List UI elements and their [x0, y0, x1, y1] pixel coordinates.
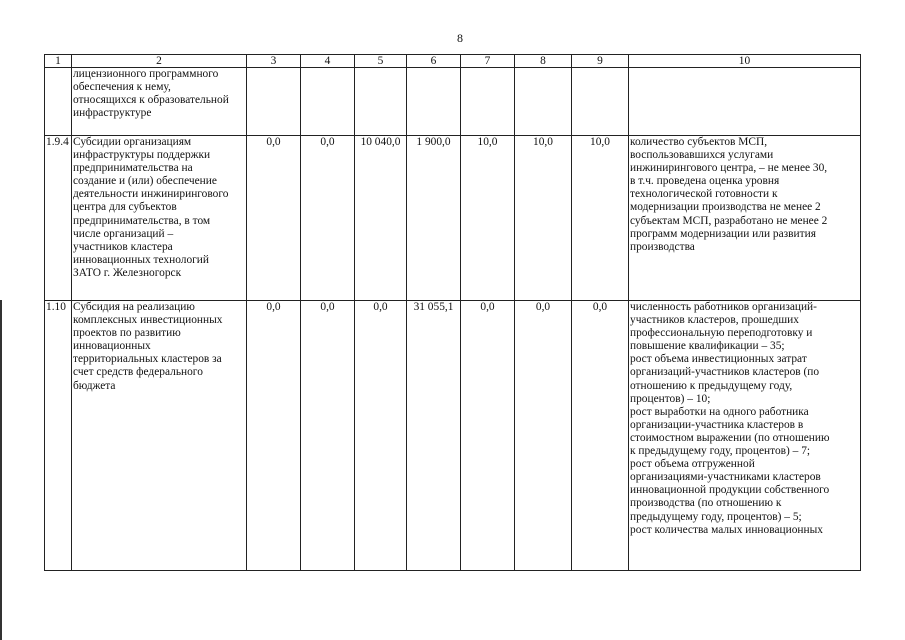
row-value-7: 10,0 [461, 136, 515, 301]
row-value-7 [461, 68, 515, 136]
row-value-3: 0,0 [247, 301, 301, 571]
row-result [629, 68, 861, 136]
row-code [45, 68, 72, 136]
row-value-6: 1 900,0 [407, 136, 461, 301]
column-header-10: 10 [629, 55, 861, 68]
row-value-3: 0,0 [247, 136, 301, 301]
row-name: Субсидии организациям инфраструктуры поддержки предпринимательства на создание и (или) обеспечение деятельности инжинирингового центра для субъектов предпринимательства, в том числе организаций – участников кластера инновационных технологий ЗАТО г. Железногорск [72, 136, 247, 301]
row-value-7: 0,0 [461, 301, 515, 571]
column-header-9: 9 [572, 55, 629, 68]
row-value-8 [515, 68, 572, 136]
row-value-8: 10,0 [515, 136, 572, 301]
row-value-9 [572, 68, 629, 136]
program-table [44, 54, 861, 571]
column-header-8: 8 [515, 55, 572, 68]
table-row [45, 68, 861, 136]
column-header-1: 1 [45, 55, 72, 68]
column-header-2: 2 [72, 55, 247, 68]
row-value-5: 10 040,0 [355, 136, 407, 301]
column-header-7: 7 [461, 55, 515, 68]
row-value-8: 0,0 [515, 301, 572, 571]
scan-edge-line [0, 300, 2, 640]
row-value-5: 0,0 [355, 301, 407, 571]
row-result: численность работников организаций- участников кластеров, прошедших профессиональную переподготовку и повышение квалификации – 35; рост объема инвестиционных затрат организаций-участников кластеров (по отношению к предыдущему году, процентов) – 10; рост выработки на одного работника организации-участника кластеров в стоимостном выражении (по отношению к предыдущему году, процентов) – 7; рост объема отгруженной организациями-участниками кластеров инновационной продукции собственного производства (по отношению к предыдущему году, процентов) – 5; рост количества малых инновационных [629, 301, 861, 571]
column-header-6: 6 [407, 55, 461, 68]
page-number: 8 [457, 31, 463, 45]
row-value-5 [355, 68, 407, 136]
row-code: 1.10 [45, 301, 72, 571]
row-value-6: 31 055,1 [407, 301, 461, 571]
row-value-4 [301, 68, 355, 136]
row-value-3 [247, 68, 301, 136]
column-header-5: 5 [355, 55, 407, 68]
row-name: лицензионного программного обеспечения к нему, относящихся к образовательной инфраструктуре [72, 68, 247, 136]
column-header-4: 4 [301, 55, 355, 68]
table-row [45, 136, 861, 301]
row-value-4: 0,0 [301, 301, 355, 571]
row-value-9: 10,0 [572, 136, 629, 301]
row-value-6 [407, 68, 461, 136]
row-name: Субсидия на реализацию комплексных инвестиционных проектов по развитию инновационных территориальных кластеров за счет средств федерального бюджета [72, 301, 247, 571]
row-value-4: 0,0 [301, 136, 355, 301]
row-result: количество субъектов МСП, воспользовавшихся услугами инжинирингового центра, – не менее 30, в т.ч. проведена оценка уровня технологической готовности к модернизации производства не менее 2 субъектам МСП, разработано не менее 2 программ модернизации или развития производства [629, 136, 861, 301]
table-row [45, 301, 861, 571]
row-code: 1.9.4 [45, 136, 72, 301]
header-row [45, 55, 861, 68]
column-header-3: 3 [247, 55, 301, 68]
row-value-9: 0,0 [572, 301, 629, 571]
